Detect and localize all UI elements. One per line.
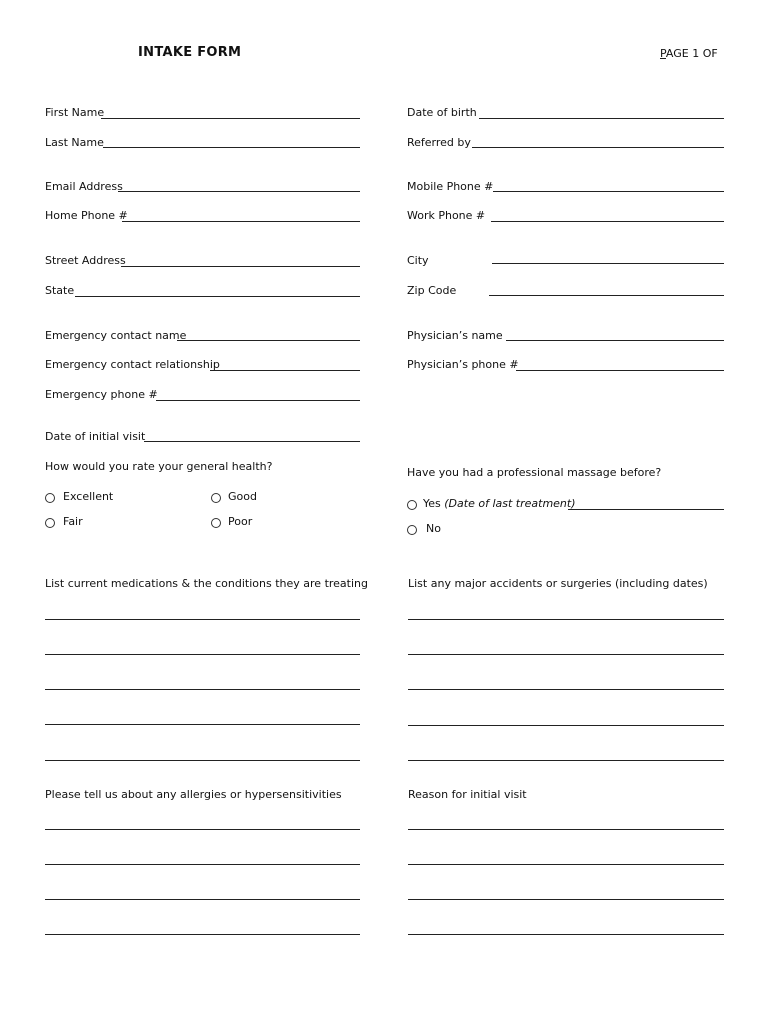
emergency-relationship-field[interactable]	[210, 370, 360, 371]
massage-question: Have you had a professional massage before?	[407, 466, 662, 479]
first-name-label: First Name	[45, 106, 105, 119]
accidents-line[interactable]	[408, 619, 724, 620]
allergies-line[interactable]	[45, 864, 360, 865]
mobile-phone-field[interactable]	[493, 191, 724, 192]
physician-name-label: Physician’s name	[407, 329, 503, 342]
initial-visit-field[interactable]	[144, 441, 360, 442]
fair-radio[interactable]	[45, 518, 55, 528]
reason-line[interactable]	[408, 829, 724, 830]
massage-no-label: No	[426, 522, 441, 535]
home-phone-label: Home Phone #	[45, 209, 128, 222]
reason-line[interactable]	[408, 934, 724, 935]
emergency-contact-name-field[interactable]	[177, 340, 360, 341]
medications-line[interactable]	[45, 760, 360, 761]
mobile-phone-label: Mobile Phone #	[407, 180, 494, 193]
physician-phone-label: Physician’s phone #	[407, 358, 519, 371]
emergency-phone-label: Emergency phone #	[45, 388, 158, 401]
home-phone-field[interactable]	[122, 221, 360, 222]
medications-line[interactable]	[45, 654, 360, 655]
email-label: Email Address	[45, 180, 123, 193]
work-phone-label: Work Phone #	[407, 209, 486, 222]
city-field[interactable]	[492, 263, 724, 264]
massage-yes-note: (Date of last treatment)	[444, 497, 576, 510]
massage-yes-label: Yes	[423, 497, 441, 510]
medications-line[interactable]	[45, 689, 360, 690]
email-field[interactable]	[118, 191, 360, 192]
reason-heading: Reason for initial visit	[408, 788, 527, 801]
poor-label: Poor	[228, 515, 253, 528]
referred-by-label: Referred by	[407, 136, 471, 149]
last-name-field[interactable]	[103, 147, 360, 148]
accidents-line[interactable]	[408, 689, 724, 690]
medications-line[interactable]	[45, 724, 360, 725]
fair-label: Fair	[63, 515, 83, 528]
health-question: How would you rate your general health?	[45, 460, 273, 473]
accidents-line[interactable]	[408, 725, 724, 726]
allergies-heading: Please tell us about any allergies or hypersensitivities	[45, 788, 342, 801]
medications-line[interactable]	[45, 619, 360, 620]
street-address-label: Street Address	[45, 254, 126, 267]
zip-code-field[interactable]	[489, 295, 724, 296]
allergies-line[interactable]	[45, 934, 360, 935]
accidents-line[interactable]	[408, 760, 724, 761]
state-label: State	[45, 284, 75, 297]
accidents-heading: List any major accidents or surgeries (including dates)	[408, 577, 708, 590]
medications-heading: List current medications & the conditions they are treating	[45, 577, 368, 590]
excellent-radio[interactable]	[45, 493, 55, 503]
form-title: INTAKE FORM	[138, 45, 242, 60]
city-label: City	[407, 254, 429, 267]
state-field[interactable]	[75, 296, 360, 297]
massage-yes-option	[423, 497, 576, 510]
reason-line[interactable]	[408, 899, 724, 900]
excellent-label: Excellent	[63, 490, 114, 503]
dob-field[interactable]	[479, 118, 724, 119]
poor-radio[interactable]	[211, 518, 221, 528]
allergies-line[interactable]	[45, 829, 360, 830]
good-label: Good	[228, 490, 257, 503]
work-phone-field[interactable]	[491, 221, 724, 222]
first-name-field[interactable]	[101, 118, 360, 119]
last-name-label: Last Name	[45, 136, 104, 149]
physician-phone-field[interactable]	[516, 370, 724, 371]
page-number: PAGE 1 OF	[660, 47, 718, 60]
dob-label: Date of birth	[407, 106, 477, 119]
emergency-relationship-label: Emergency contact relationship	[45, 358, 220, 371]
physician-name-field[interactable]	[506, 340, 724, 341]
good-radio[interactable]	[211, 493, 221, 503]
initial-visit-label: Date of initial visit	[45, 430, 146, 443]
page-number-blank	[660, 58, 666, 59]
reason-line[interactable]	[408, 864, 724, 865]
accidents-line[interactable]	[408, 654, 724, 655]
massage-yes-radio[interactable]	[407, 500, 417, 510]
emergency-phone-field[interactable]	[156, 400, 360, 401]
street-address-field[interactable]	[121, 266, 360, 267]
zip-code-label: Zip Code	[407, 284, 457, 297]
massage-no-radio[interactable]	[407, 525, 417, 535]
emergency-contact-name-label: Emergency contact name	[45, 329, 187, 342]
allergies-line[interactable]	[45, 899, 360, 900]
referred-by-field[interactable]	[472, 147, 724, 148]
last-treatment-date-field[interactable]	[568, 509, 724, 510]
